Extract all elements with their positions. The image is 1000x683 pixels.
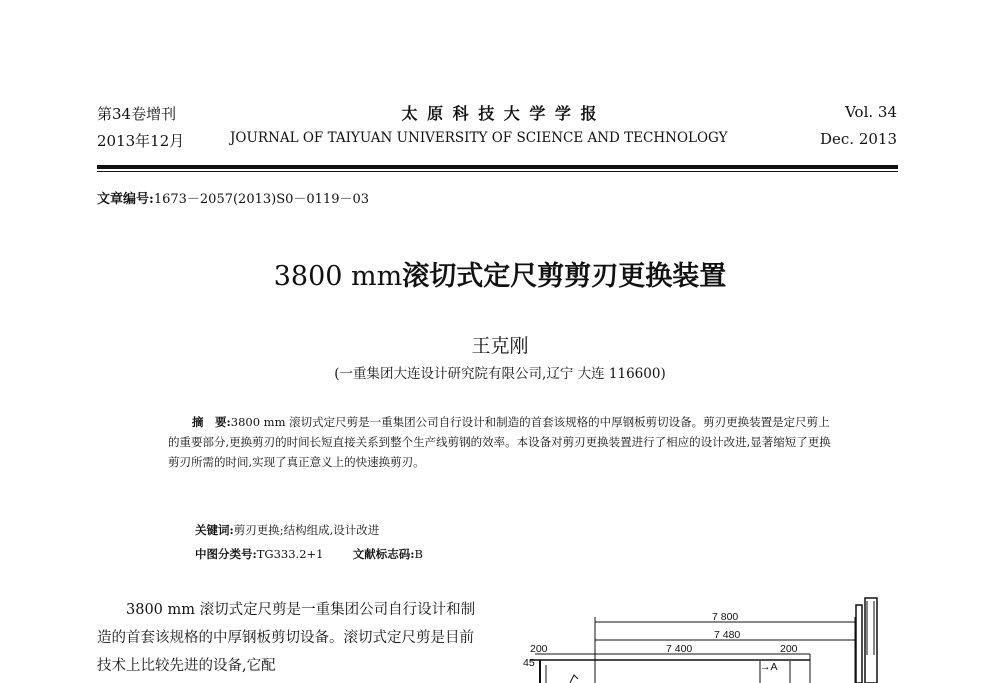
month-label: Dec. 2013 (819, 130, 897, 148)
header-rule-thin (97, 171, 898, 172)
paper-title (0, 254, 1000, 293)
blade-detail (570, 675, 578, 683)
issue-date: 2013年12月 (97, 132, 185, 150)
dim-label-7400: 7 400 (666, 643, 693, 655)
keywords (195, 522, 379, 538)
doc-code-label: 文献标志码: (352, 547, 415, 561)
author-name: 王克刚 (471, 335, 529, 357)
keywords-label: 关键词: (195, 523, 234, 537)
section-mark-a: →A (760, 661, 778, 673)
dim-label-45: 45 (523, 657, 535, 669)
journal-title-en: JOURNAL OF TAIYUAN UNIVERSITY OF SCIENCE AND TECHNOLOGY (230, 130, 728, 146)
header-rule-thick (97, 165, 898, 169)
journal-title-cn: 太 原 科 技 大 学 学 报 (401, 104, 599, 123)
article-number (97, 188, 369, 207)
paper-title-number: 3800 mm (273, 261, 403, 292)
abstract-label: 摘 要: (192, 415, 231, 429)
dim-label-200-left: 200 (530, 643, 548, 655)
volume-label: Vol. 34 (845, 103, 897, 121)
article-number-value: 1673－2057(2013)S0－0119－03 (153, 192, 370, 207)
article-number-label: 文章编号: (97, 192, 154, 207)
side-column (856, 605, 862, 683)
affiliation: (一重集团大连设计研究院有限公司,辽宁 大连 116600) (334, 366, 666, 382)
paper-title-text: 滚切式定尺剪剪刃更换装置 (402, 261, 727, 292)
figure-drawing (510, 595, 890, 683)
dim-label-7480: 7 480 (714, 629, 741, 641)
clc-label: 中图分类号: (195, 547, 257, 561)
dim-label-200-right: 200 (780, 643, 798, 655)
keywords-text: 剪刃更换;结构组成,设计改进 (233, 523, 380, 537)
abstract-text: 3800 mm 滚切式定尺剪是一重集团公司自行设计和制造的首套该规格的中厚钢板剪切设备。剪刃更换装置是定尺剪上的重要部分,更换剪刃的时间长短直接关系到整个生产线剪钢的效率。本设备对剪刃更换装置进行了相应的设计改进,显著缩短了更换剪刃所需的时间,实现了真正意义上的快速换剪刃。 (168, 415, 831, 469)
abstract (168, 412, 836, 472)
section-mark-a-text: A (770, 661, 778, 673)
clc-value: TG333.2+1 (256, 547, 324, 561)
doc-code-value: B (414, 547, 423, 561)
dim-label-7800: 7 800 (712, 611, 739, 623)
issue-label: 第34卷增刊 (97, 105, 177, 123)
classification (195, 546, 423, 562)
body-paragraph: 3800 mm 滚切式定尺剪是一重集团公司自行设计和制造的首套该规格的中厚钢板剪切设备。滚切式定尺剪是目前技术上比较先进的设备,它配 (97, 602, 476, 674)
